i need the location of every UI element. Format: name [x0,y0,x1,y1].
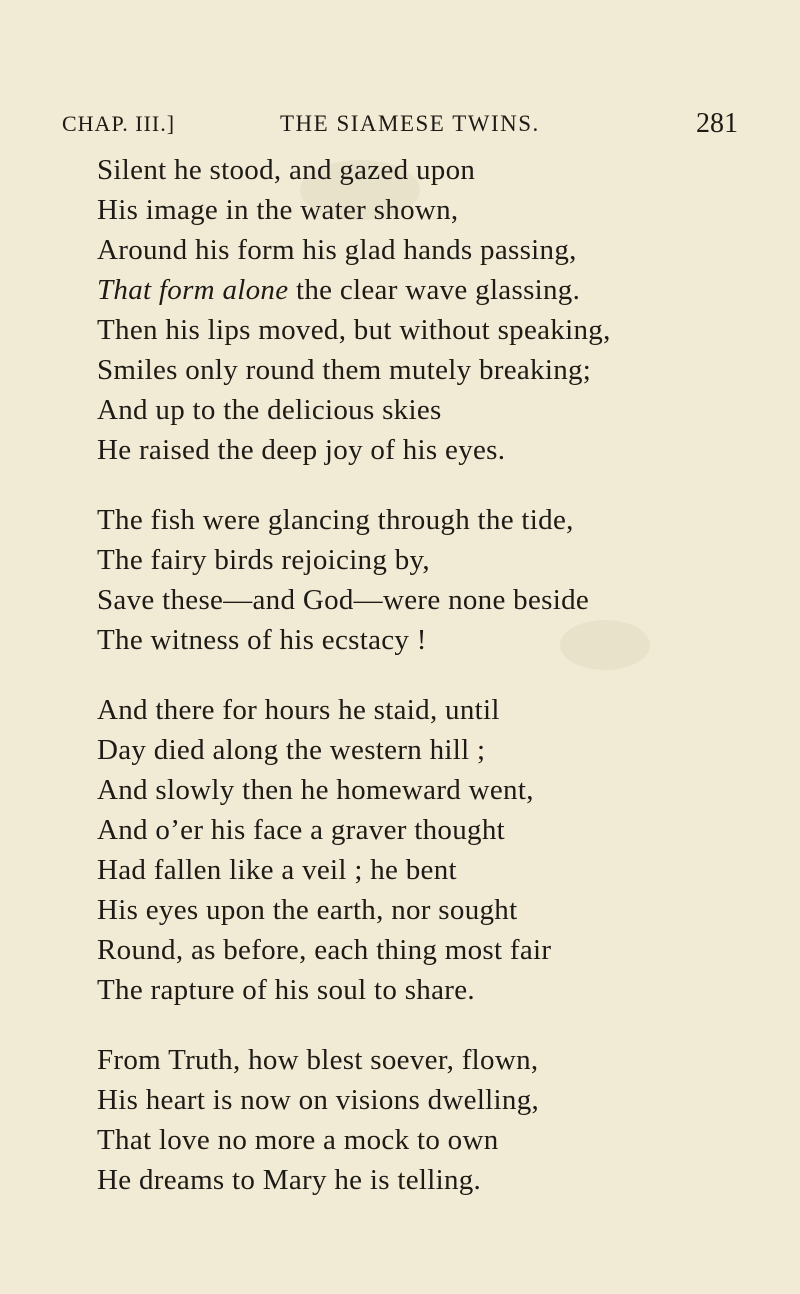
poem-line: The fish were glancing through the tide, [97,504,574,536]
poem-line: His image in the water shown, [97,194,459,226]
poem-line: From Truth, how blest soever, flown, [97,1044,539,1076]
poem-line: Save these—and God—were none beside [97,584,590,616]
poem-line: His heart is now on visions dwelling, [97,1084,540,1116]
paper-stain [560,620,650,670]
book-title: THE SIAMESE TWINS. [280,111,540,136]
poem-line: The fairy birds rejoicing by, [97,544,430,576]
poem-line: And o’er his face a graver thought [97,814,505,846]
poem-line: And slowly then he homeward went, [97,774,534,806]
poem-line: Day died along the western hill ; [97,734,486,766]
poem-line: Around his form his glad hands passing, [97,234,577,266]
poem-line: His eyes upon the earth, nor sought [97,894,518,926]
italic-phrase: That form alone [97,274,289,306]
poem-line: Silent he stood, and gazed upon [97,154,476,186]
poem-line: Smiles only round them mutely breaking; [97,354,592,386]
poem-line: And up to the delicious skies [97,394,442,426]
poem-line: That love no more a mock to own [97,1124,499,1156]
line-rest: the clear wave glassing. [288,274,581,306]
poem-line: Round, as before, each thing most fair [97,934,552,966]
running-head [62,104,738,144]
chapter-label: CHAP. III.] [62,111,176,136]
page-number: 281 [696,108,738,139]
poem-line: Then his lips moved, but without speaking, [97,314,611,346]
poem-line: The witness of his ecstacy ! [97,624,427,656]
poem-line [97,270,580,310]
poem-line: The rapture of his soul to share. [97,974,475,1006]
poem-line: And there for hours he staid, until [97,694,500,726]
poem-line: He dreams to Mary he is telling. [97,1164,482,1196]
poem-line: He raised the deep joy of his eyes. [97,434,506,466]
poem-line: Had fallen like a veil ; he bent [97,854,457,886]
